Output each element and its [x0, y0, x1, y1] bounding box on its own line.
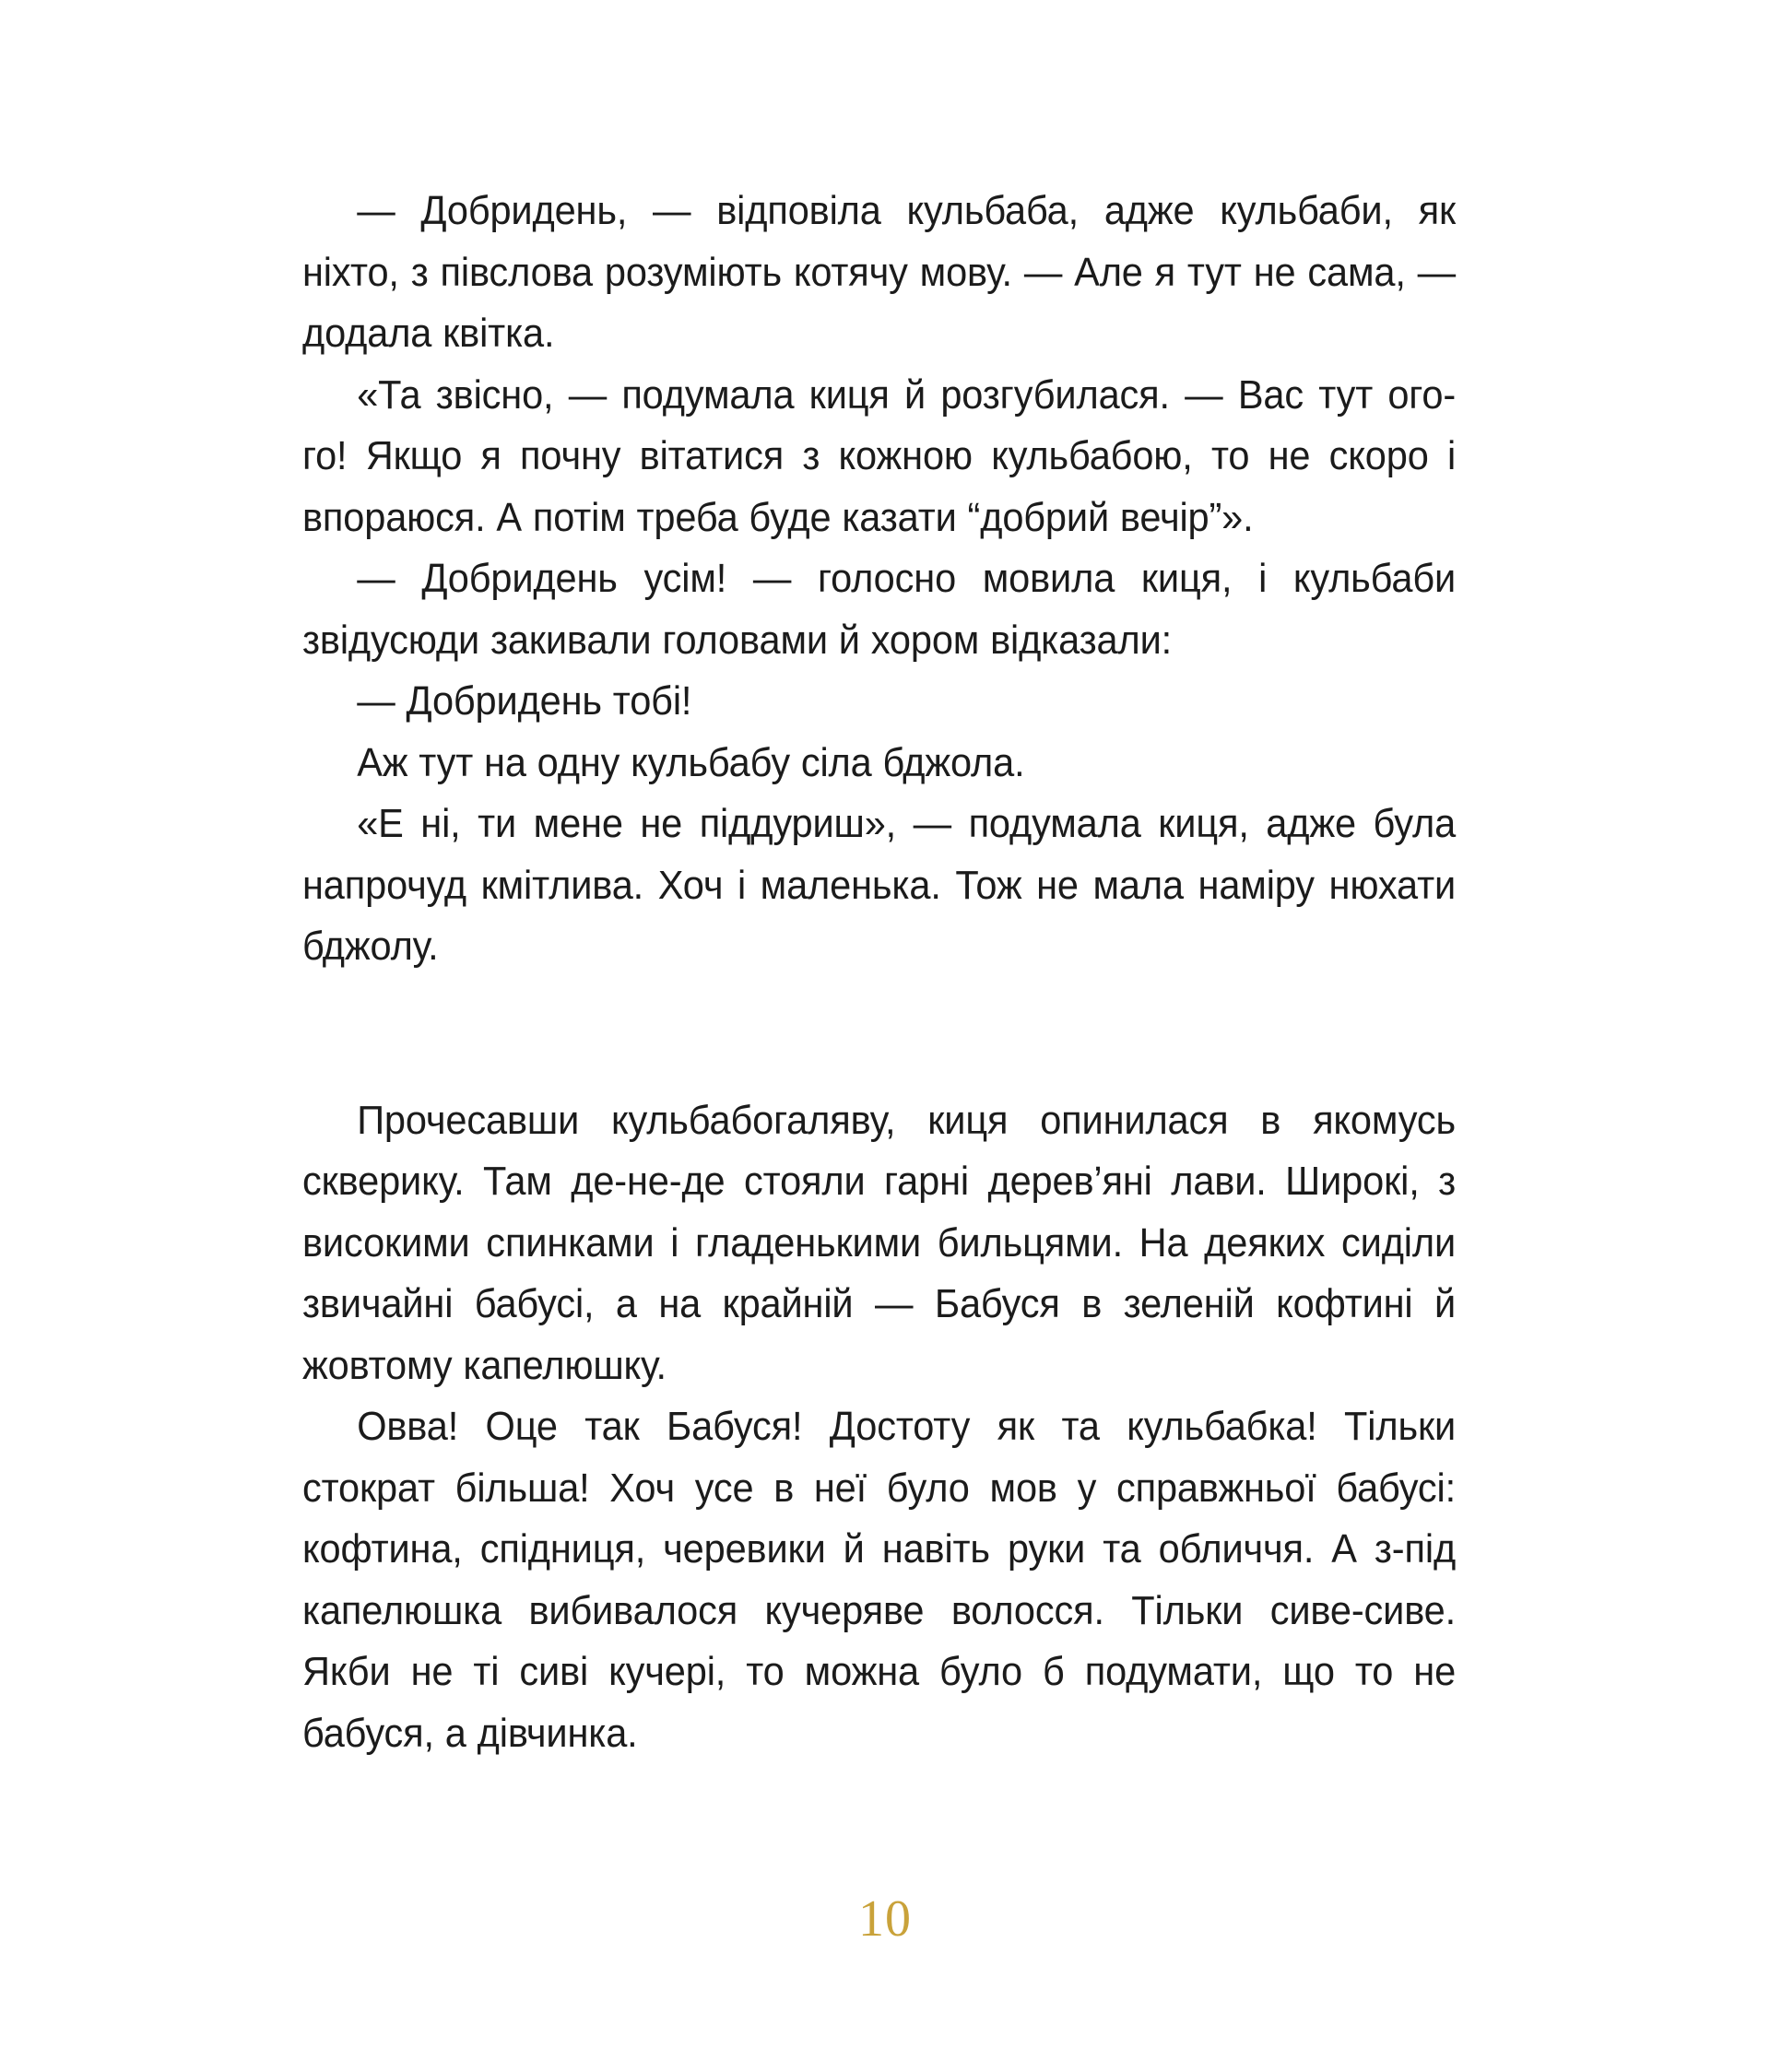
paragraph: «Та звісно, — подумала киця й розгубилася. — Вас тут ого-го! Якщо я почну вітатися з кожною кульбабою, то не скоро і впораюся. А потім треба буде казати “добрий вечір”».	[302, 372, 1457, 540]
paragraph: — Добридень усім! — голосно мовила киця, і кульбаби звідусюди закивали головами й хором відказали:	[302, 557, 1457, 663]
page-number: 10	[858, 1890, 912, 1948]
paragraph: Прочесавши кульбабогаляву, киця опинилася в якомусь скверику. Там де-не-де стояли гарні дерев’яні лави. Широкі, з високими спинками і гладенькими бильцями. На деяких сиділи звичайні бабусі, а на крайній — Бабуся в зеленій кофтині й жовтому капелюшку.	[302, 1098, 1457, 1388]
paragraph: — Добридень, — відповіла кульбаба, адже кульбаби, як ніхто, з півслова розуміють котячу мову. — Але я тут не сама, — додала квітка.	[302, 189, 1457, 356]
paragraph: — Добридень тобі!	[357, 679, 692, 724]
text-block-two	[302, 1090, 1510, 1765]
paragraph: «Е ні, ти мене не піддуриш», — подумала киця, адже була напрочуд кмітлива. Хоч і маленька. Тож не мала наміру нюхати бджолу.	[302, 802, 1457, 969]
paragraph: Аж тут на одну кульбабу сіла бджола.	[357, 740, 1025, 785]
section-break	[302, 978, 1510, 1090]
page-text-column	[302, 181, 1510, 1764]
text-block-one	[302, 181, 1510, 978]
paragraph: Овва! Оце так Бабуся! Достоту як та кульбабка! Тільки стократ більша! Хоч усе в неї було мов у справжньої бабусі: кофтина, спідниця, черевики й навіть руки та обличчя. А з-під капелюшка вибивалося кучеряве волосся. Тільки сиве-сиве. Якби не ті сиві кучері, то можна було б подумати, що то не бабуся, а дівчинка.	[302, 1405, 1457, 1756]
